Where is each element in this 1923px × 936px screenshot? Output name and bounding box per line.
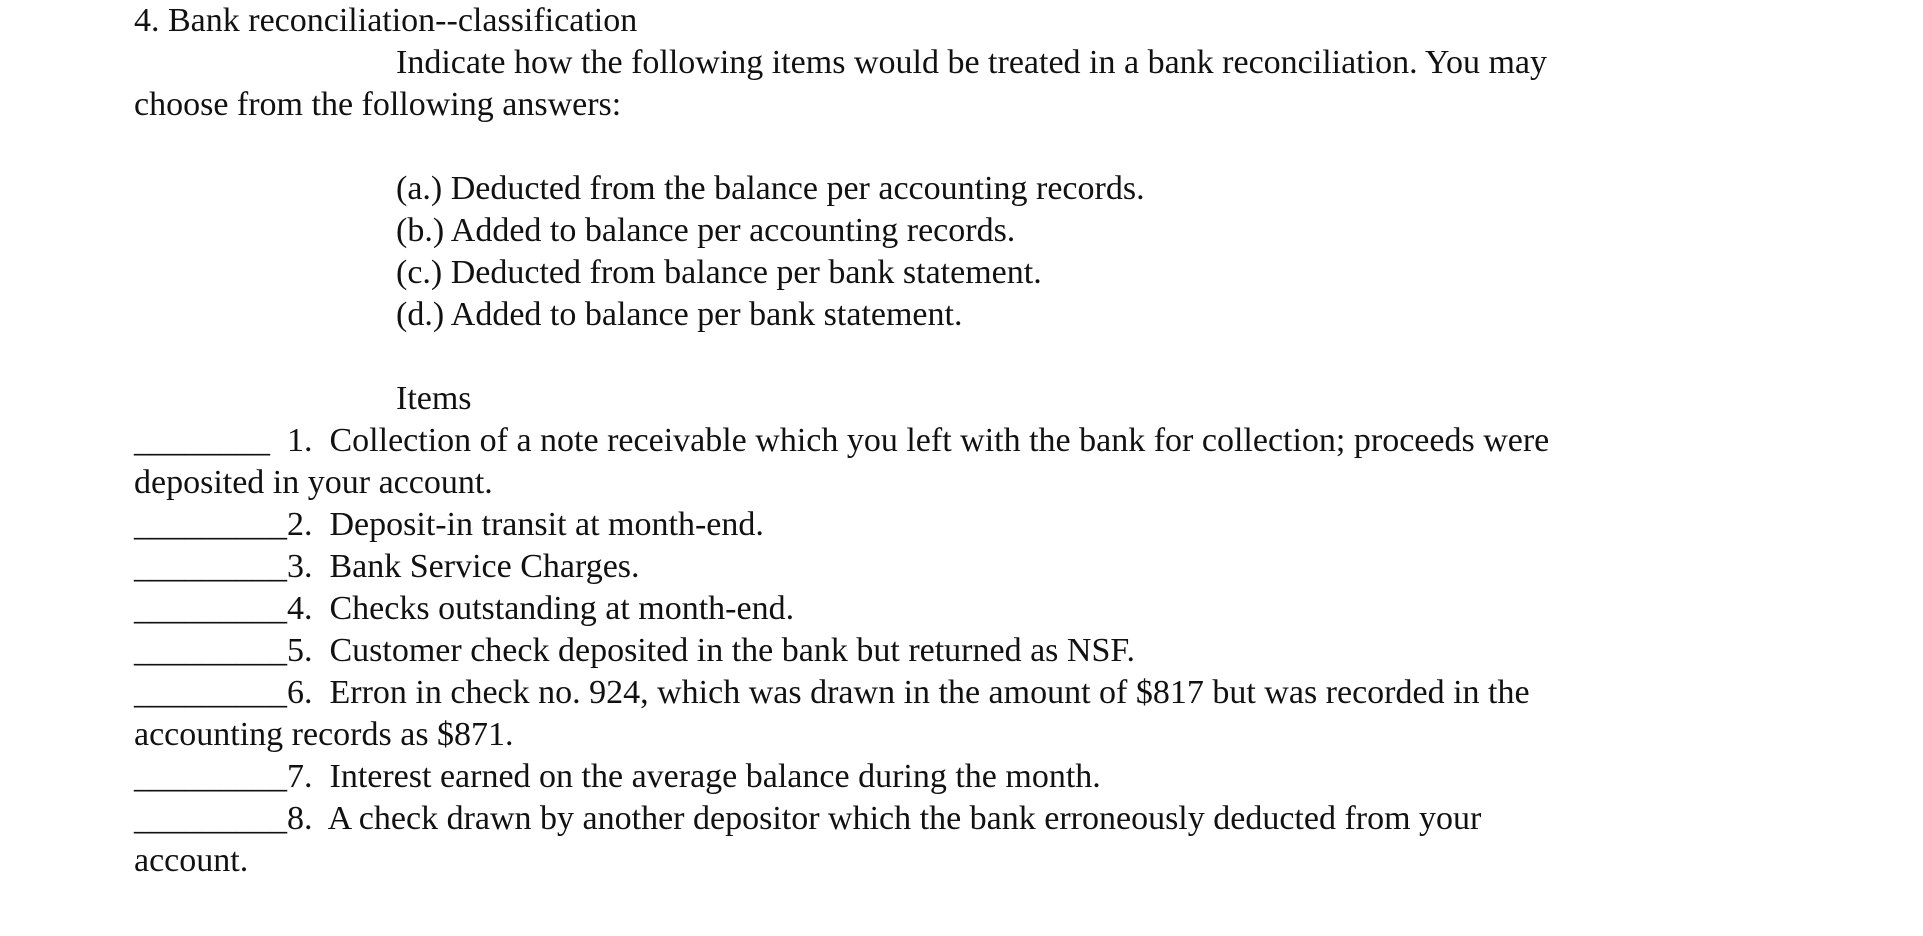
answer-blank-4[interactable]: _________ — [134, 590, 287, 627]
item-number-2: 2. — [287, 506, 330, 543]
item-number-6: 6. — [287, 674, 330, 711]
item-text-8: A check drawn by another depositor which the bank erroneously deducted from your — [327, 800, 1482, 837]
items-heading: Items — [396, 380, 472, 417]
item-1-continuation: deposited in your account. — [134, 464, 493, 501]
item-2 — [134, 504, 1814, 546]
item-1 — [134, 420, 1814, 462]
item-6-continuation: accounting records as $871. — [134, 716, 514, 753]
item-7 — [134, 756, 1814, 798]
item-text-1: Collection of a note receivable which you left with the bank for collection; proceeds were — [329, 422, 1550, 459]
item-number-5: 5. — [287, 632, 330, 669]
item-number-4: 4. — [287, 590, 330, 627]
instructions-line-1: Indicate how the following items would be treated in a bank reconciliation. You may — [396, 44, 1548, 81]
item-4 — [134, 588, 1814, 630]
spacer — [134, 126, 1814, 168]
answer-blank-8[interactable]: _________ — [134, 800, 287, 837]
item-5 — [134, 630, 1814, 672]
answer-blank-3[interactable]: _________ — [134, 548, 287, 585]
answer-blank-1[interactable]: ________ — [134, 422, 270, 459]
spacer — [134, 336, 1814, 378]
exercise-heading: 4. Bank reconciliation--classification — [134, 2, 638, 39]
item-number-7: 7. — [287, 758, 330, 795]
answer-blank-7[interactable]: _________ — [134, 758, 287, 795]
answer-option-c: (c.) Deducted from balance per bank statement. — [396, 254, 1042, 291]
item-text-3: Bank Service Charges. — [329, 548, 640, 585]
item-text-5: Customer check deposited in the bank but returned as NSF. — [329, 632, 1136, 669]
answer-option-b: (b.) Added to balance per accounting records. — [396, 212, 1016, 249]
answer-blank-6[interactable]: _________ — [134, 674, 287, 711]
item-3 — [134, 546, 1814, 588]
item-number-3: 3. — [287, 548, 330, 585]
item-6 — [134, 672, 1814, 714]
instructions-line-2: choose from the following answers: — [134, 86, 622, 123]
item-text-4: Checks outstanding at month-end. — [329, 590, 795, 627]
item-8 — [134, 798, 1814, 840]
item-text-2: Deposit-in transit at month-end. — [329, 506, 764, 543]
item-text-6: Erron in check no. 924, which was drawn in the amount of $817 but was recorded in the — [329, 674, 1530, 711]
answer-blank-5[interactable]: _________ — [134, 632, 287, 669]
item-8-continuation: account. — [134, 842, 249, 879]
item-number-8: 8. — [287, 800, 328, 837]
document-page — [134, 0, 1814, 882]
answer-option-a: (a.) Deducted from the balance per accounting records. — [396, 170, 1145, 207]
answer-blank-2[interactable]: _________ — [134, 506, 287, 543]
item-text-7: Interest earned on the average balance during the month. — [329, 758, 1101, 795]
item-number-1: 1. — [270, 422, 330, 459]
answer-option-d: (d.) Added to balance per bank statement. — [396, 296, 963, 333]
